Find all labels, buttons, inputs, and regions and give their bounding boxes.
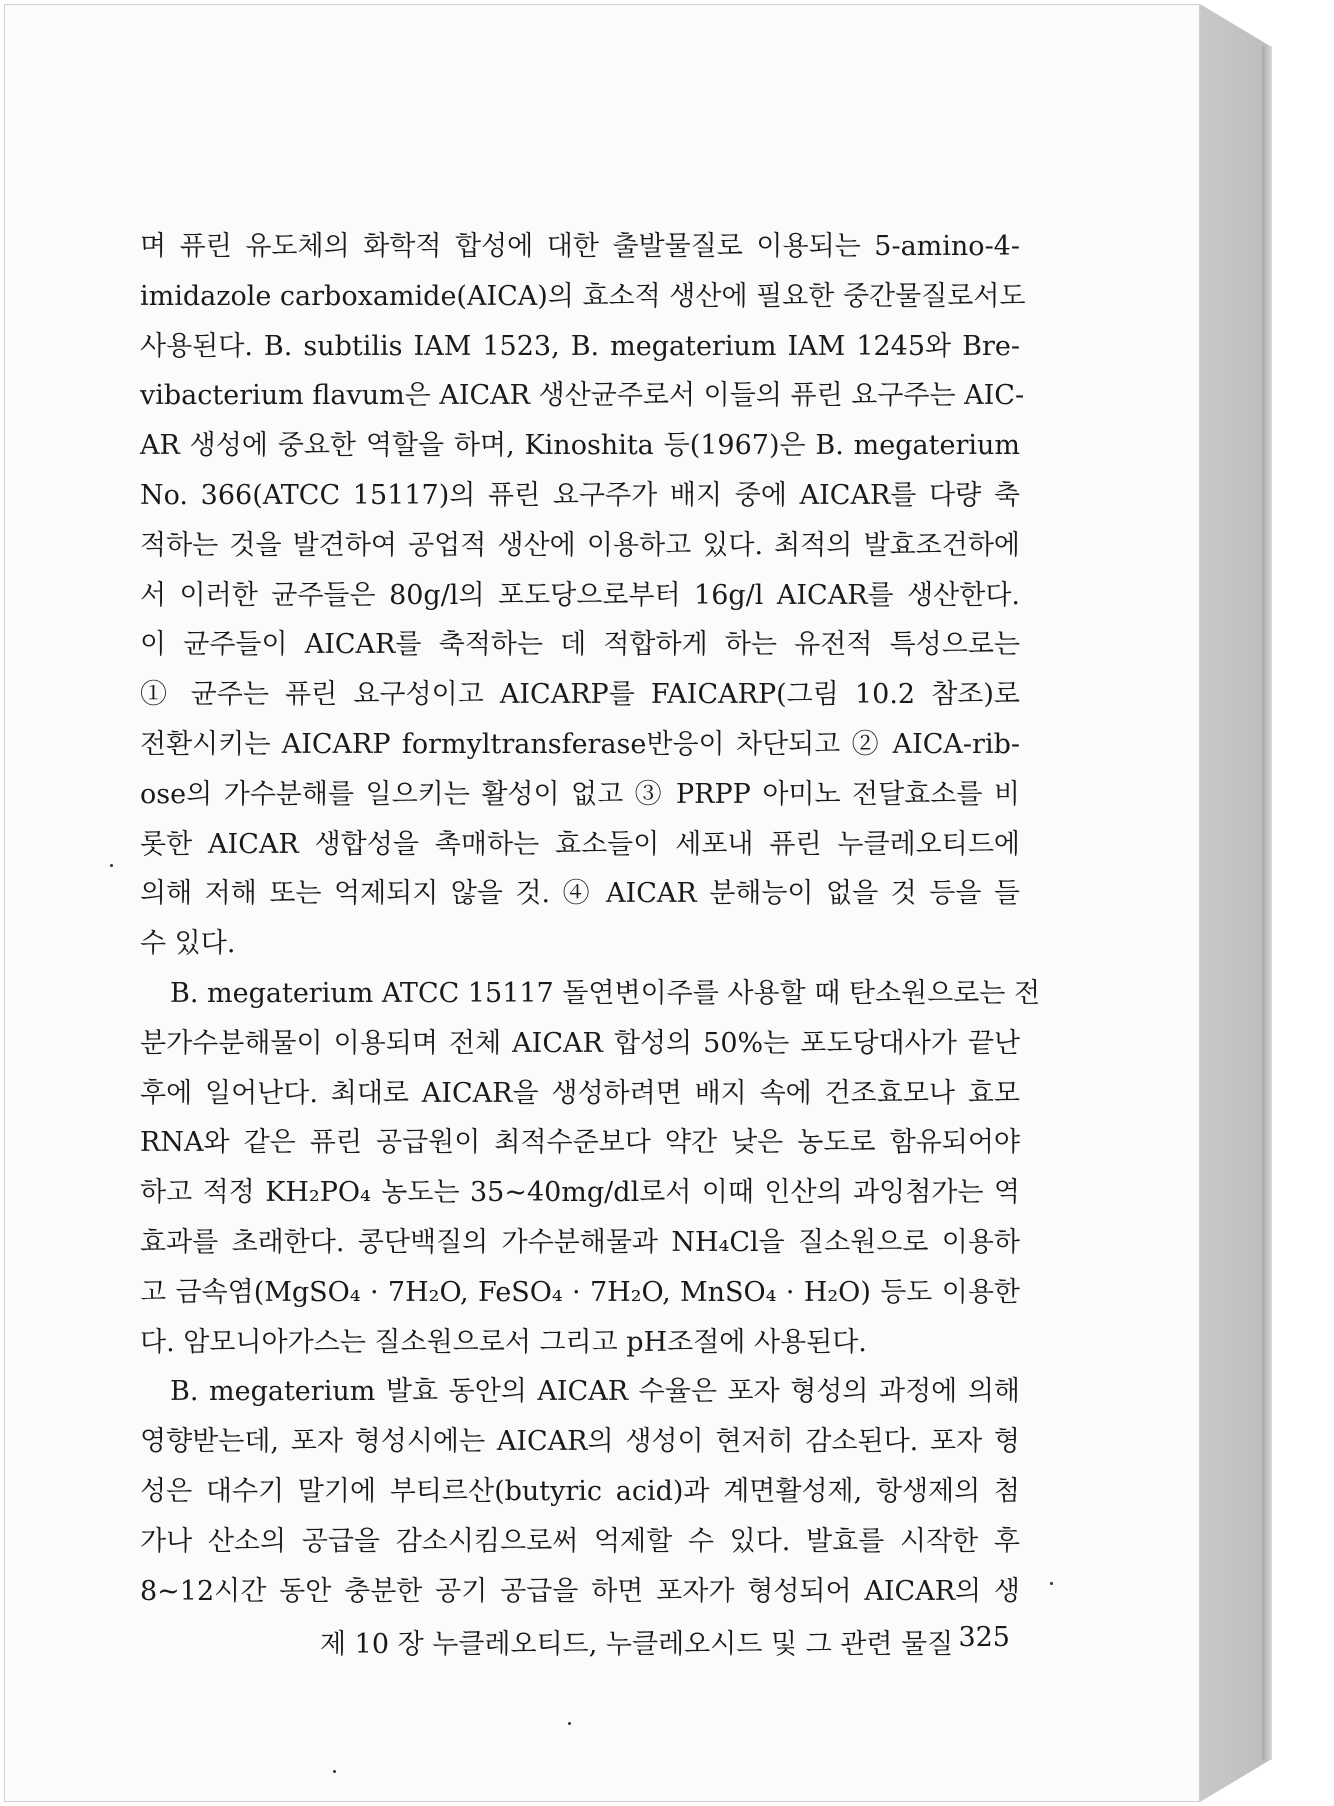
scan-speck (110, 864, 113, 867)
text-line: 가나 산소의 공급을 감소시킴으로써 억제할 수 있다. 발효를 시작한 후 (140, 1525, 1020, 1557)
text-line: AR 생성에 중요한 역할을 하며, Kinoshita 등(1967)은 B. megaterium (140, 430, 1020, 462)
text-line: 분가수분해물이 이용되며 전체 AICAR 합성의 50%는 포도당대사가 끝난 (140, 1027, 1020, 1059)
scan-speck (1050, 1582, 1053, 1585)
text-line: 성은 대수기 말기에 부티르산(butyric acid)과 계면활성제, 항생제의 첨 (140, 1475, 1020, 1507)
page-footer (320, 1622, 1010, 1661)
text-line: 효과를 초래한다. 콩단백질의 가수분해물과 NH₄Cl을 질소원으로 이용하 (140, 1226, 1020, 1258)
text-line: RNA와 같은 퓨린 공급원이 최적수준보다 약간 낮은 농도로 함유되어야 (140, 1127, 1020, 1159)
text-line: 적하는 것을 발견하여 공업적 생산에 이용하고 있다. 최적의 발효조건하에 (140, 529, 1020, 561)
text-line: 8~12시간 동안 충분한 공기 공급을 하면 포자가 형성되어 AICAR의 생 (140, 1575, 1020, 1607)
text-line: 롯한 AICAR 생합성을 촉매하는 효소들이 세포내 퓨린 누클레오티드에 (140, 828, 1020, 860)
text-line: 서 이러한 균주들은 80g/l의 포도당으로부터 16g/l AICAR를 생산한다. (140, 579, 1020, 611)
text-line: 수 있다. (140, 928, 236, 960)
text-line: 고 금속염(MgSO₄ · 7H₂O, FeSO₄ · 7H₂O, MnSO₄ · H₂O) 등도 이용한 (140, 1276, 1020, 1308)
book-spine (1200, 4, 1270, 1802)
text-line: 하고 적정 KH₂PO₄ 농도는 35~40mg/dl로서 이때 인산의 과잉첨가는 역 (140, 1177, 1020, 1209)
text-line: 후에 일어난다. 최대로 AICAR을 생성하려면 배지 속에 건조효모나 효모 (140, 1077, 1020, 1109)
text-line: B. megaterium 발효 동안의 AICAR 수율은 포자 형성의 과정에 의해 (170, 1376, 1020, 1408)
text-line: B. megaterium ATCC 15117 돌연변이주를 사용할 때 탄소원으로는 전 (170, 977, 1041, 1009)
text-line: 전환시키는 AICARP formyltransferase반응이 차단되고 ② AICA-rib- (140, 728, 1020, 760)
text-line: ose의 가수분해를 일으키는 활성이 없고 ③ PRPP 아미노 전달효소를 비 (140, 778, 1020, 810)
scan-speck (333, 1770, 336, 1773)
scan-speck (568, 1722, 571, 1725)
text-line: 영향받는데, 포자 형성시에는 AICAR의 생성이 현저히 감소된다. 포자 형 (140, 1426, 1020, 1458)
chapter-title: 제 10 장 누클레오티드, 누클레오시드 및 그 관련 물질 (320, 1629, 954, 1660)
text-line: 며 퓨린 유도체의 화학적 합성에 대한 출발물질로 이용되는 5-amino-4- (140, 231, 1020, 262)
text-line: 다. 암모니아가스는 질소원으로서 그리고 pH조절에 사용된다. (140, 1326, 867, 1358)
text-line: 사용된다. B. subtilis IAM 1523, B. megaterium IAM 1245와 Bre- (140, 330, 1020, 362)
text-line: imidazole carboxamide(AICA)의 효소적 생산에 필요한 중간물질로서도 (140, 280, 1026, 312)
text-line: vibacterium flavum은 AICAR 생산균주로서 이들의 퓨린 요구주는 AIC- (140, 380, 1025, 412)
page-number: 325 (958, 1622, 1010, 1653)
text-line: 의해 저해 또는 억제되지 않을 것. ④ AICAR 분해능이 없을 것 등을 들 (140, 878, 1020, 910)
book-edge (1262, 46, 1272, 1760)
text-line: No. 366(ATCC 15117)의 퓨린 요구주가 배지 중에 AICAR를 다량 축 (140, 479, 1020, 511)
text-line: ① 균주는 퓨린 요구성이고 AICARP를 FAICARP(그림 10.2 참조)로 (140, 679, 1020, 711)
text-line: 이 균주들이 AICAR를 축적하는 데 적합하게 하는 유전적 특성으로는 (140, 629, 1020, 661)
body-text (140, 222, 1041, 1616)
